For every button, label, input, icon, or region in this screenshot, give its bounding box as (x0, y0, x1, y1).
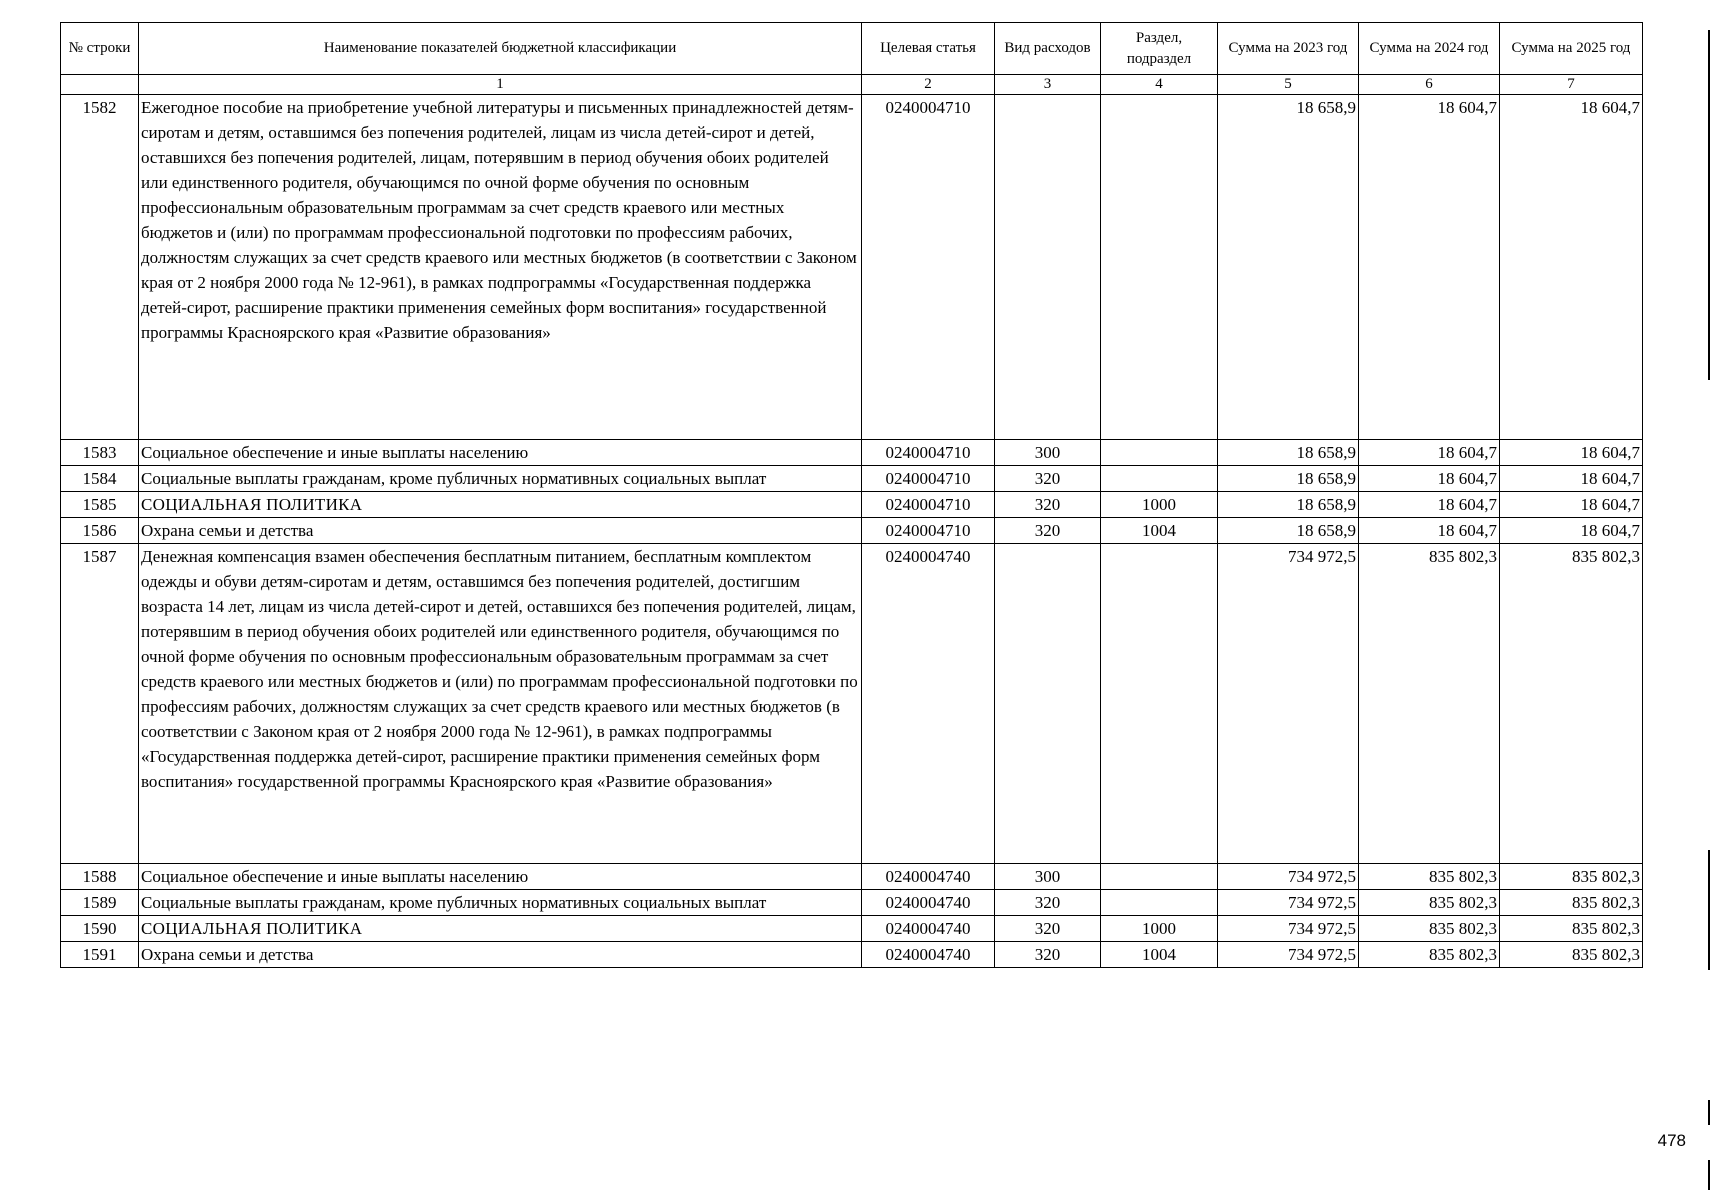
row-type: 320 (995, 518, 1101, 544)
row-section (1101, 440, 1218, 466)
header-sum-2025: Сумма на 2025 год (1500, 23, 1643, 75)
row-sum-2025: 835 802,3 (1500, 942, 1643, 968)
row-target: 0240004710 (862, 440, 995, 466)
row-type: 320 (995, 916, 1101, 942)
row-sum-2023: 18 658,9 (1218, 440, 1359, 466)
row-number: 1588 (61, 864, 139, 890)
row-target: 0240004740 (862, 890, 995, 916)
row-sum-2023: 18 658,9 (1218, 518, 1359, 544)
row-target: 0240004740 (862, 544, 995, 864)
column-index-cell: 7 (1500, 75, 1643, 95)
column-index-cell: 1 (139, 75, 862, 95)
column-index-cell: 6 (1359, 75, 1500, 95)
row-number: 1590 (61, 916, 139, 942)
row-target: 0240004740 (862, 864, 995, 890)
row-number: 1586 (61, 518, 139, 544)
row-number: 1587 (61, 544, 139, 864)
header-name: Наименование показателей бюджетной классификации (139, 23, 862, 75)
row-sum-2025: 18 604,7 (1500, 518, 1643, 544)
row-name: Социальное обеспечение и иные выплаты населению (139, 864, 862, 890)
row-name: СОЦИАЛЬНАЯ ПОЛИТИКА (139, 916, 862, 942)
row-target: 0240004710 (862, 518, 995, 544)
row-sum-2025: 18 604,7 (1500, 466, 1643, 492)
header-sum-2024: Сумма на 2024 год (1359, 23, 1500, 75)
column-index-cell: 5 (1218, 75, 1359, 95)
header-row (61, 23, 1643, 75)
row-type: 320 (995, 942, 1101, 968)
row-name: Охрана семьи и детства (139, 942, 862, 968)
row-sum-2024: 18 604,7 (1359, 466, 1500, 492)
budget-table (60, 22, 1643, 968)
row-name: Денежная компенсация взамен обеспечения бесплатным питанием, бесплатным комплектом одежды и обуви детям-сиротам и детям, оставшимся без попечения родителей, достигшим возраста 14 лет, лицам из числа детей-сирот и детей, оставшихся без попечения родителей, лицам, потерявшим в период обучения обоих родителей или единственного родителя, обучающимся по очной форме обучения по основным профессиональным образовательным программам за счет средств краевого или местных бюджетов и (или) по программам профессиональной подготовки по профессиям рабочих, должностям служащих за счет средств краевого или местных бюджетов (в соответствии с Законом края от 2 ноября 2000 года № 12-961), в рамках подпрограммы «Государственная поддержка детей-сирот, расширение практики применения семейных форм воспитания» государственной программы Красноярского края «Развитие образования» (139, 544, 862, 864)
row-sum-2023: 18 658,9 (1218, 492, 1359, 518)
row-sum-2024: 835 802,3 (1359, 942, 1500, 968)
header-section: Раздел, подраздел (1101, 23, 1218, 75)
column-index-cell: 4 (1101, 75, 1218, 95)
row-type (995, 95, 1101, 440)
row-sum-2023: 734 972,5 (1218, 864, 1359, 890)
row-sum-2024: 18 604,7 (1359, 518, 1500, 544)
row-sum-2024: 835 802,3 (1359, 544, 1500, 864)
row-sum-2025: 18 604,7 (1500, 440, 1643, 466)
table-row (61, 518, 1643, 544)
header-target-article: Целевая статья (862, 23, 995, 75)
page-number: 478 (1657, 1131, 1686, 1150)
row-name: Ежегодное пособие на приобретение учебной литературы и письменных принадлежностей детям-сиротам и детям, оставшимся без попечения родителей, лицам из числа детей-сирот и детей, оставшихся без попечения родителей, лицам, потерявшим в период обучения обоих родителей или единственного родителя, обучающимся по очной форме обучения по основным профессиональным образовательным программам за счет средств краевого или местных бюджетов и (или) по программам профессиональной подготовки по профессиям рабочих, должностям служащих за счет средств краевого или местных бюджетов (в соответствии с Законом края от 2 ноября 2000 года № 12-961), в рамках подпрограммы «Государственная поддержка детей-сирот, расширение практики применения семейных форм воспитания» государственной программы Красноярского края «Развитие образования» (139, 95, 862, 440)
table-row (61, 440, 1643, 466)
table-row (61, 544, 1643, 864)
row-sum-2023: 734 972,5 (1218, 942, 1359, 968)
row-section (1101, 95, 1218, 440)
header-expense-type: Вид расходов (995, 23, 1101, 75)
row-target: 0240004710 (862, 466, 995, 492)
row-sum-2025: 835 802,3 (1500, 890, 1643, 916)
row-sum-2024: 18 604,7 (1359, 440, 1500, 466)
row-name: Социальные выплаты гражданам, кроме публичных нормативных социальных выплат (139, 466, 862, 492)
row-section: 1000 (1101, 492, 1218, 518)
row-target: 0240004740 (862, 942, 995, 968)
row-sum-2023: 18 658,9 (1218, 95, 1359, 440)
table-row (61, 942, 1643, 968)
row-number: 1582 (61, 95, 139, 440)
row-name: Охрана семьи и детства (139, 518, 862, 544)
column-index-row (61, 75, 1643, 95)
table-row (61, 890, 1643, 916)
row-type (995, 544, 1101, 864)
row-sum-2023: 734 972,5 (1218, 544, 1359, 864)
row-number: 1584 (61, 466, 139, 492)
row-target: 0240004710 (862, 95, 995, 440)
row-target: 0240004740 (862, 916, 995, 942)
table-row (61, 466, 1643, 492)
table-row (61, 864, 1643, 890)
row-sum-2023: 734 972,5 (1218, 916, 1359, 942)
row-number: 1591 (61, 942, 139, 968)
row-section (1101, 890, 1218, 916)
table-row (61, 95, 1643, 440)
row-type: 320 (995, 492, 1101, 518)
row-sum-2024: 18 604,7 (1359, 95, 1500, 440)
row-number: 1585 (61, 492, 139, 518)
column-index-cell (61, 75, 139, 95)
column-index-cell: 2 (862, 75, 995, 95)
row-name: СОЦИАЛЬНАЯ ПОЛИТИКА (139, 492, 862, 518)
row-sum-2025: 18 604,7 (1500, 492, 1643, 518)
row-section (1101, 544, 1218, 864)
row-sum-2024: 835 802,3 (1359, 916, 1500, 942)
row-number: 1589 (61, 890, 139, 916)
row-section: 1004 (1101, 518, 1218, 544)
header-row-number: № строки (61, 23, 139, 75)
row-sum-2024: 835 802,3 (1359, 864, 1500, 890)
row-sum-2024: 835 802,3 (1359, 890, 1500, 916)
column-index-cell: 3 (995, 75, 1101, 95)
row-sum-2025: 835 802,3 (1500, 916, 1643, 942)
row-sum-2024: 18 604,7 (1359, 492, 1500, 518)
row-sum-2025: 835 802,3 (1500, 544, 1643, 864)
table-row (61, 916, 1643, 942)
header-sum-2023: Сумма на 2023 год (1218, 23, 1359, 75)
row-sum-2023: 734 972,5 (1218, 890, 1359, 916)
row-name: Социальное обеспечение и иные выплаты населению (139, 440, 862, 466)
row-type: 320 (995, 466, 1101, 492)
row-section (1101, 466, 1218, 492)
row-sum-2025: 18 604,7 (1500, 95, 1643, 440)
row-type: 300 (995, 864, 1101, 890)
row-number: 1583 (61, 440, 139, 466)
row-name: Социальные выплаты гражданам, кроме публичных нормативных социальных выплат (139, 890, 862, 916)
row-sum-2023: 18 658,9 (1218, 466, 1359, 492)
row-section: 1000 (1101, 916, 1218, 942)
row-sum-2025: 835 802,3 (1500, 864, 1643, 890)
row-type: 320 (995, 890, 1101, 916)
row-section (1101, 864, 1218, 890)
table-row (61, 492, 1643, 518)
row-type: 300 (995, 440, 1101, 466)
row-section: 1004 (1101, 942, 1218, 968)
row-target: 0240004710 (862, 492, 995, 518)
